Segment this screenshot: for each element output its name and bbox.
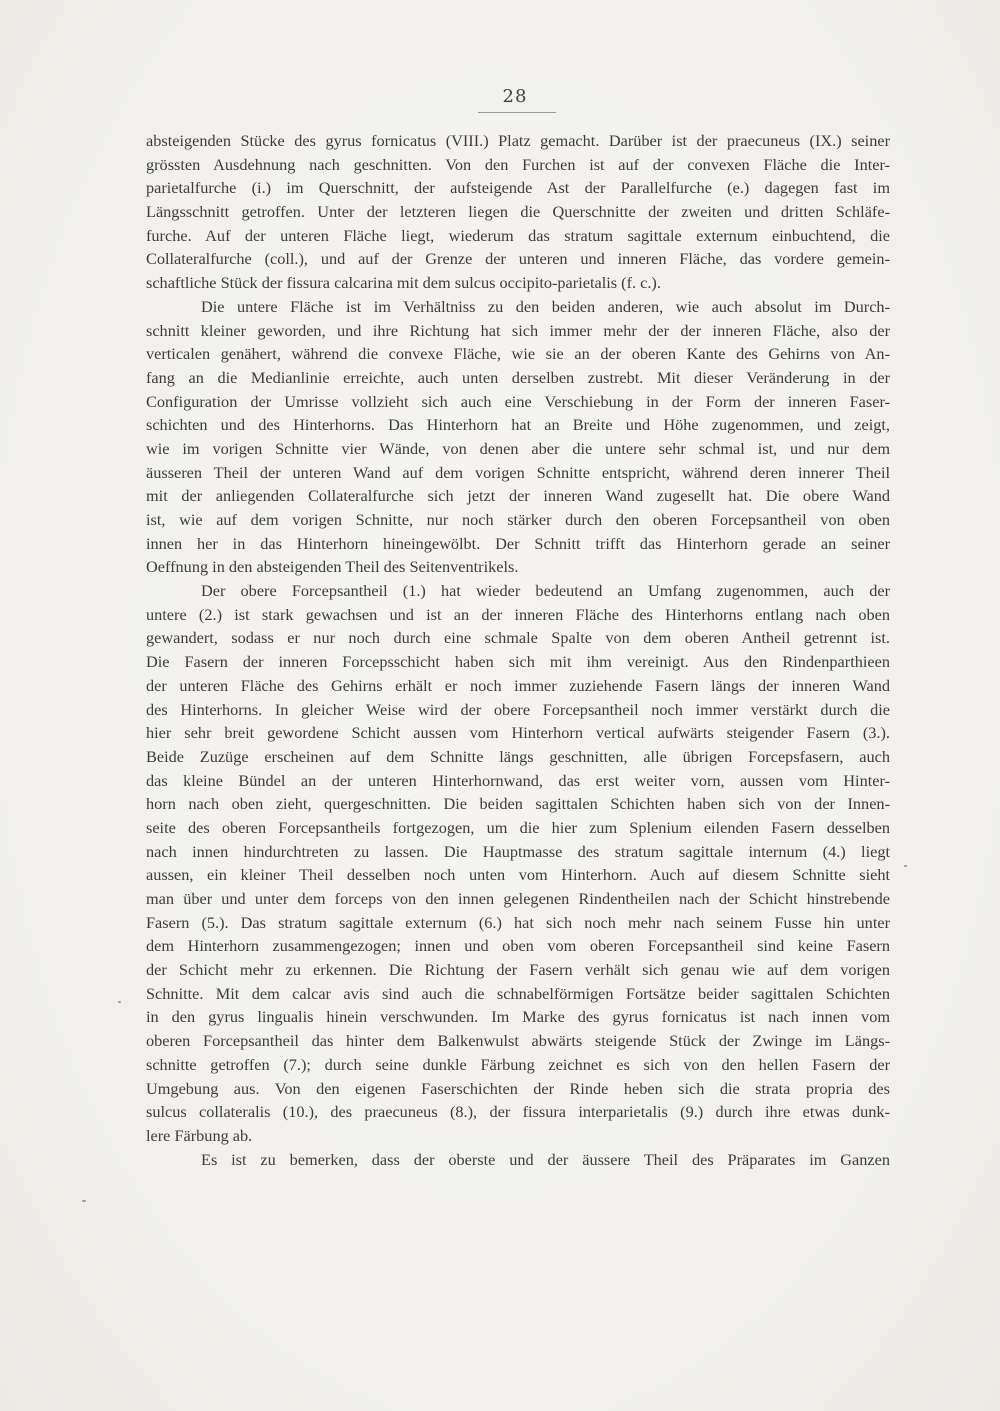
text-line: das kleine Bündel an der unteren Hinterhornwand, das erst weiter vorn, aussen vom Hinter- xyxy=(146,770,890,790)
text-line: aussen, ein kleiner Theil desselben noch unten vom Hinterhorn. Auch auf diesem Schnitte sieht xyxy=(146,865,890,885)
text-line: fang an die Medianlinie erreichte, auch unten derselben zustrebt. Mit dieser Veränderung in der xyxy=(146,367,890,387)
text-line: Längsschnitt getroffen. Unter der letzteren liegen die Querschnitte der zweiten und dritten Schläfe- xyxy=(146,202,890,222)
text-line: mit der anliegenden Collateralfurche sich jetzt der inneren Wand zugesellt hat. Die obere Wand xyxy=(146,486,890,506)
text-line: Umgebung aus. Von den eigenen Faserschichten der Rinde heben sich die strata propria des xyxy=(146,1078,890,1098)
body-text xyxy=(146,129,890,1171)
text-line: Es ist zu bemerken, dass der oberste und der äussere Theil des Präparates im Ganzen xyxy=(201,1149,890,1169)
text-line: seite des oberen Forcepsantheils fortgezogen, um die hier zum Splenium eilenden Fasern desselben xyxy=(146,817,890,837)
text-line: ist, wie auf dem vorigen Schnitte, nur noch stärker durch den oberen Forcepsantheil von oben xyxy=(146,510,890,529)
text-line: Der obere Forcepsantheil (1.) hat wieder bedeutend an Umfang zugenommen, auch der xyxy=(201,581,890,601)
text-line: furche. Auf der unteren Fläche liegt, wiederum das stratum sagittale externum einbuchtend, die xyxy=(146,225,890,245)
text-line: sulcus collateralis (10.), des praecuneus (8.), der fissura interparietalis (9.) durch ihre etwas dunk- xyxy=(146,1102,890,1122)
text-line: parietalfurche (i.) im Querschnitt, der aufsteigende Ast der Parallelfurche (e.) dagegen fast im xyxy=(146,178,890,198)
text-line: gewandert, sodass er nur noch durch eine schmale Spalte von dem oberen Antheil getrennt ist. xyxy=(146,628,890,648)
text-line: Die untere Fläche ist im Verhältniss zu den beiden anderen, wie auch absolut im Durch- xyxy=(201,296,890,316)
page-number-rule xyxy=(478,112,556,113)
text-line: nach innen hindurchtreten zu lassen. Die Hauptmasse des stratum sagittale internum (4.) liegt xyxy=(146,841,890,861)
text-line: Die Fasern der inneren Forcepsschicht haben sich mit ihm vereinigt. Aus den Rindenparthieen xyxy=(146,652,890,672)
text-line: der unteren Fläche des Gehirns erhält er noch immer zuziehende Fasern längs der inneren Wand xyxy=(146,675,890,695)
text-line: schaftliche Stück der fissura calcarina mit dem sulcus occipito-parietalis (f. c.). xyxy=(146,273,661,293)
text-line: des Hinterhorns. In gleicher Weise wird der obere Forcepsantheil noch immer verstärkt durch die xyxy=(146,699,890,719)
text-line: oberen Forcepsantheil das hinter dem Balkenwulst abwärts steigende Stück der Zwinge im Längs- xyxy=(146,1031,890,1051)
text-line: Schnitte. Mit dem calcar avis sind auch die schnabelförmigen Fortsätze beider sagittalen Schichten xyxy=(146,983,890,1003)
text-line: absteigenden Stücke des gyrus fornicatus (VIII.) Platz gemacht. Darüber ist der praecuneus (IX.) seiner xyxy=(146,131,890,150)
text-line: innen her in das Hinterhorn hineingewölbt. Der Schnitt trifft das Hinterhorn gerade an seiner xyxy=(146,533,890,553)
text-line: hier sehr breit gewordene Schicht aussen vom Hinterhorn vertical aufwärts steigender Fasern (3.). xyxy=(146,723,890,743)
text-line: Oeffnung in den absteigenden Theil des Seitenventrikels. xyxy=(146,557,519,577)
text-line: verticalen genähert, während die convexe Fläche, wie sie an der oberen Kante des Gehirns von An- xyxy=(146,344,890,364)
text-line: äusseren Theil der unteren Wand auf dem vorigen Schnitte entspricht, während deren innerer Theil xyxy=(146,462,890,482)
text-line: grössten Ausdehnung nach geschnitten. Von den Furchen ist auf der convexen Fläche die Inter- xyxy=(146,154,890,174)
page-number: 28 xyxy=(502,86,528,107)
paper-speck xyxy=(118,1001,121,1003)
paper-speck xyxy=(904,865,907,867)
text-line: lere Färbung ab. xyxy=(146,1125,253,1145)
text-line: Collateralfurche (coll.), und auf der Grenze der unteren und inneren Fläche, das vordere gemein- xyxy=(146,249,890,269)
text-line: Beide Zuzüge erscheinen auf dem Schnitte längs geschnitten, alle übrigen Forcepsfasern, auch xyxy=(146,746,890,766)
text-line: wie im vorigen Schnitte vier Wände, von denen aber die untere sehr schmal ist, und nur dem xyxy=(146,438,890,458)
text-line: horn nach oben zieht, quergeschnitten. Die beiden sagittalen Schichten haben sich von der Innen- xyxy=(146,794,890,814)
text-line: Fasern (5.). Das stratum sagittale externum (6.) hat sich noch mehr nach seinem Fusse hin unter xyxy=(146,912,890,932)
text-line: schnitte getroffen (7.); durch seine dunkle Färbung zeichnet es sich von den hellen Fasern der xyxy=(146,1054,890,1074)
text-line: untere (2.) ist stark gewachsen und ist an der inneren Fläche des Hinterhorns entlang nach oben xyxy=(146,604,890,624)
text-line: schichten und des Hinterhorns. Das Hinterhorn hat an Breite und Höhe zugenommen, und zeigt, xyxy=(146,415,890,435)
text-line: schnitt kleiner geworden, und ihre Richtung hat sich immer mehr der der inneren Fläche, also der xyxy=(146,320,890,340)
text-line: der Schicht mehr zu erkennen. Die Richtung der Fasern verhält sich genau wie auf dem vorigen xyxy=(146,960,890,980)
text-line: in den gyrus lingualis hinein verschwunden. Im Marke des gyrus fornicatus ist nach innen vom xyxy=(146,1007,890,1027)
text-line: dem Hinterhorn zusammengezogen; innen und oben vom oberen Forcepsantheil sind keine Fasern xyxy=(146,936,890,956)
text-line: man über und unter dem forceps von den innen gelegenen Rindentheilen nach der Schicht hinstrebende xyxy=(146,889,890,908)
paper-speck xyxy=(82,1200,86,1202)
text-line: Configuration der Umrisse vollzieht sich auch eine Verschiebung in der Form der inneren Faser- xyxy=(146,391,890,411)
